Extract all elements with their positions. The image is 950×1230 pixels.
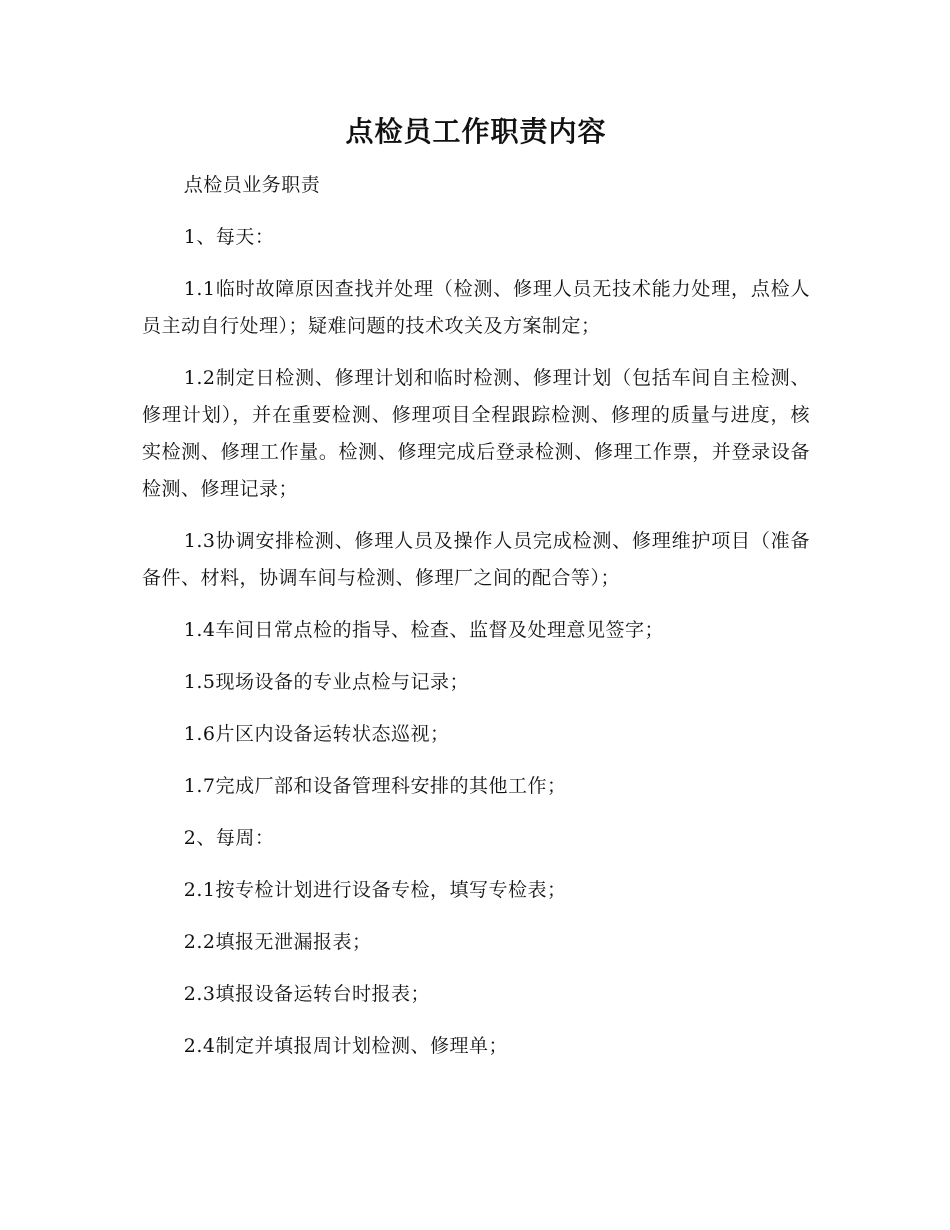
section-heading: 点检员业务职责: [183, 174, 321, 196]
daily-heading: 1、每天：: [183, 226, 275, 248]
weekly-heading: 2、每周：: [183, 827, 275, 849]
paragraph-1-7: 1.7完成厂部和设备管理科安排的其他工作；: [183, 775, 567, 797]
paragraph-1-2: 1.2制定日检测、修理计划和临时检测、修理计划（包括车间自主检测、修理计划），并在重要检测、修理项目全程跟踪检测、修理的质量与进度，核实检测、修理工作量。检测、修理完成后登录检测、修理工作票，并登录设备检测、修理记录；: [142, 367, 810, 500]
paragraph-1-5: 1.5现场设备的专业点检与记录；: [183, 671, 470, 693]
paragraph-2-4: 2.4制定并填报周计划检测、修理单；: [183, 1035, 509, 1057]
paragraph-1-3: 1.3协调安排检测、修理人员及操作人员完成检测、修理维护项目（准备备件、材料，协调车间与检测、修理厂之间的配合等）；: [142, 530, 810, 589]
paragraph-2-2: 2.2填报无泄漏报表；: [183, 931, 372, 953]
paragraph-1-6: 1.6片区内设备运转状态巡视；: [183, 723, 450, 745]
paragraph-2-1: 2.1按专检计划进行设备专检，填写专检表；: [183, 879, 567, 901]
paragraph-1-1: 1.1临时故障原因查找并处理（检测、修理人员无技术能力处理，点检人员主动自行处理）；疑难问题的技术攻关及方案制定；: [142, 278, 810, 337]
paragraph-1-4: 1.4车间日常点检的指导、检查、监督及处理意见签字；: [183, 619, 665, 641]
paragraph-2-3: 2.3填报设备运转台时报表；: [183, 983, 431, 1005]
document-title: 点检员工作职责内容: [345, 115, 607, 148]
